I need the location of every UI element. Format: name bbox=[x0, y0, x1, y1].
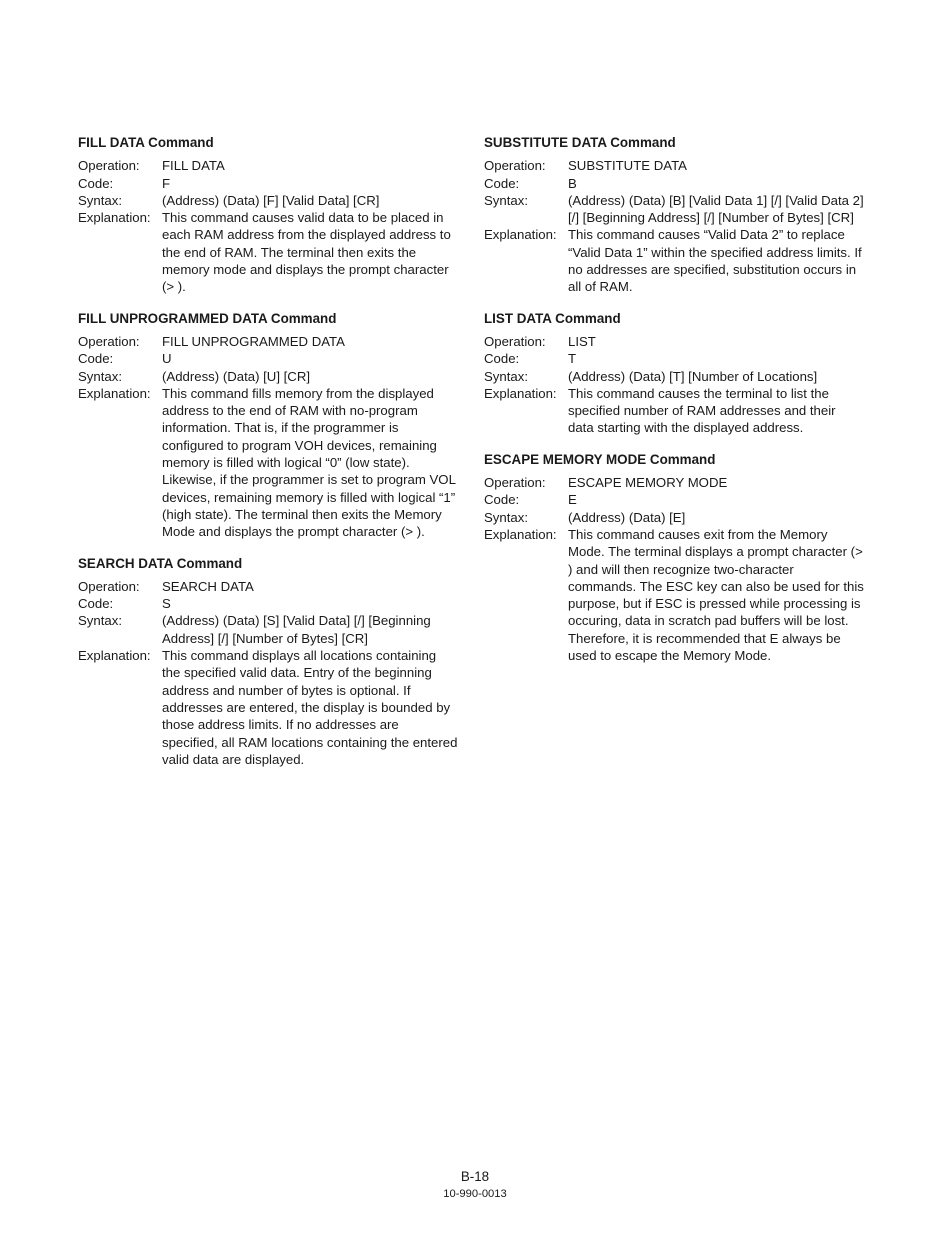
section-title: SEARCH DATA Command bbox=[78, 555, 243, 571]
escape-memory-mode-section bbox=[484, 451, 864, 665]
code-row bbox=[484, 350, 864, 367]
section-title: LIST DATA Command bbox=[484, 310, 621, 326]
field-label: Syntax: bbox=[484, 192, 528, 208]
code-row bbox=[78, 175, 458, 192]
field-label: Code: bbox=[78, 596, 114, 612]
field-value: (Address) (Data) [B] [Valid Data 1] [/] [Valid Data 2] [/] [Beginning Address] [/] [Number of Bytes] [CR] bbox=[568, 192, 864, 226]
syntax-row bbox=[78, 612, 458, 647]
field-label: Code: bbox=[78, 175, 114, 191]
section-title: FILL UNPROGRAMMED DATA Command bbox=[78, 310, 337, 326]
field-value: U bbox=[162, 351, 172, 367]
field-value: F bbox=[162, 175, 171, 191]
syntax-row bbox=[78, 192, 458, 209]
operation-row bbox=[78, 333, 458, 350]
explanation-row bbox=[484, 526, 864, 664]
right-column bbox=[484, 134, 864, 678]
search-data-section bbox=[78, 555, 458, 769]
field-value: This command fills memory from the displayed address to the end of RAM with no-program information. That is, if the programmer is configured to program VOH devices, remaining memory is filled with logical “0” (low state). Likewise, if the programmer is set to program VOL devices, remaining memory is filled with logical “1” (high state). The terminal then exits the Memory Mode and displays the prompt character (> ). bbox=[162, 385, 456, 540]
field-value: S bbox=[162, 596, 171, 612]
field-label: Explanation: bbox=[78, 210, 151, 226]
explanation-row bbox=[78, 647, 458, 768]
field-label: Syntax: bbox=[484, 368, 528, 384]
field-value: SUBSTITUTE DATA bbox=[568, 158, 687, 174]
field-label: Operation: bbox=[78, 578, 140, 594]
field-value: This command causes the terminal to list the specified number of RAM addresses and their data starting with the displayed address. bbox=[568, 385, 836, 436]
page-number: B-18 bbox=[460, 1169, 490, 1184]
substitute-data-section bbox=[484, 134, 864, 296]
field-value: This command causes valid data to be placed in each RAM address from the displayed address to the end of RAM. The terminal then exits the memory mode and displays the prompt character (> ). bbox=[162, 210, 451, 295]
syntax-row bbox=[78, 368, 458, 385]
field-value: (Address) (Data) [U] [CR] bbox=[162, 368, 311, 384]
field-value: E bbox=[568, 492, 577, 508]
field-value: This command causes “Valid Data 2” to replace “Valid Data 1” within the specified address limits. If no addresses are specified, substitution occurs in all of RAM. bbox=[568, 227, 862, 295]
left-column bbox=[78, 134, 458, 782]
field-label: Explanation: bbox=[484, 227, 557, 243]
syntax-row bbox=[484, 509, 864, 526]
fill-data-section bbox=[78, 134, 458, 296]
field-label: Code: bbox=[484, 175, 520, 191]
field-label: Syntax: bbox=[78, 368, 122, 384]
field-label: Operation: bbox=[78, 333, 140, 349]
section-title: SUBSTITUTE DATA Command bbox=[484, 135, 676, 150]
field-label: Operation: bbox=[78, 158, 140, 174]
operation-row bbox=[484, 157, 864, 174]
field-label: Explanation: bbox=[78, 385, 151, 401]
field-value: FILL DATA bbox=[162, 158, 225, 174]
operation-row bbox=[78, 157, 458, 174]
field-value: (Address) (Data) [F] [Valid Data] [CR] bbox=[162, 192, 380, 208]
section-title: ESCAPE MEMORY MODE Command bbox=[484, 451, 716, 467]
field-label: Code: bbox=[78, 351, 114, 367]
operation-row bbox=[484, 333, 864, 350]
field-value: ESCAPE MEMORY MODE bbox=[568, 475, 728, 491]
explanation-row bbox=[78, 385, 458, 541]
field-value: FILL UNPROGRAMMED DATA bbox=[162, 333, 345, 349]
field-label: Operation: bbox=[484, 158, 546, 174]
field-label: Operation: bbox=[484, 475, 546, 491]
field-value: SEARCH DATA bbox=[162, 578, 254, 594]
field-label: Explanation: bbox=[484, 385, 557, 401]
code-row bbox=[78, 595, 458, 612]
field-label: Syntax: bbox=[484, 509, 528, 525]
field-value: (Address) (Data) [S] [Valid Data] [/] [Beginning Address] [/] [Number of Bytes] [CR] bbox=[162, 613, 431, 646]
field-label: Syntax: bbox=[78, 192, 122, 208]
field-label: Code: bbox=[484, 351, 520, 367]
document-number: 10-990-0013 bbox=[443, 1188, 507, 1200]
operation-row bbox=[78, 578, 458, 595]
field-label: Code: bbox=[484, 492, 520, 508]
operation-row bbox=[484, 474, 864, 491]
code-row bbox=[484, 491, 864, 508]
explanation-row bbox=[484, 226, 864, 295]
explanation-row bbox=[484, 385, 864, 437]
field-value: This command displays all locations containing the specified valid data. Entry of the beginning address and number of bytes is optional. If addresses are entered, the display is bounded by those address limits. If no addresses are specified, all RAM locations containing the entered valid data are displayed. bbox=[162, 648, 458, 767]
code-row bbox=[78, 350, 458, 367]
syntax-row bbox=[484, 368, 864, 385]
field-value: (Address) (Data) [E] bbox=[568, 509, 686, 525]
field-label: Explanation: bbox=[78, 648, 151, 664]
fill-unprogrammed-data-section bbox=[78, 310, 458, 541]
section-title: FILL DATA Command bbox=[78, 135, 214, 150]
field-value: (Address) (Data) [T] [Number of Locations] bbox=[568, 368, 818, 384]
field-value: This command causes exit from the Memory Mode. The terminal displays a prompt character (> ) and will then recognize two-character commands. The ESC key can also be used for this purpose, but if ESC is pressed while processing is occuring, data in scratch pad buffers will be lost. Therefore, it is recommended that E always be used to escape the Memory Mode. bbox=[568, 526, 864, 664]
field-label: Explanation: bbox=[484, 526, 557, 542]
list-data-section bbox=[484, 310, 864, 437]
field-value: B bbox=[568, 175, 577, 191]
field-label: Syntax: bbox=[78, 613, 122, 629]
explanation-row bbox=[78, 209, 458, 295]
code-row bbox=[484, 175, 864, 192]
syntax-row bbox=[484, 192, 864, 227]
field-label: Operation: bbox=[484, 333, 546, 349]
field-value: T bbox=[568, 351, 577, 367]
field-value: LIST bbox=[568, 333, 596, 349]
